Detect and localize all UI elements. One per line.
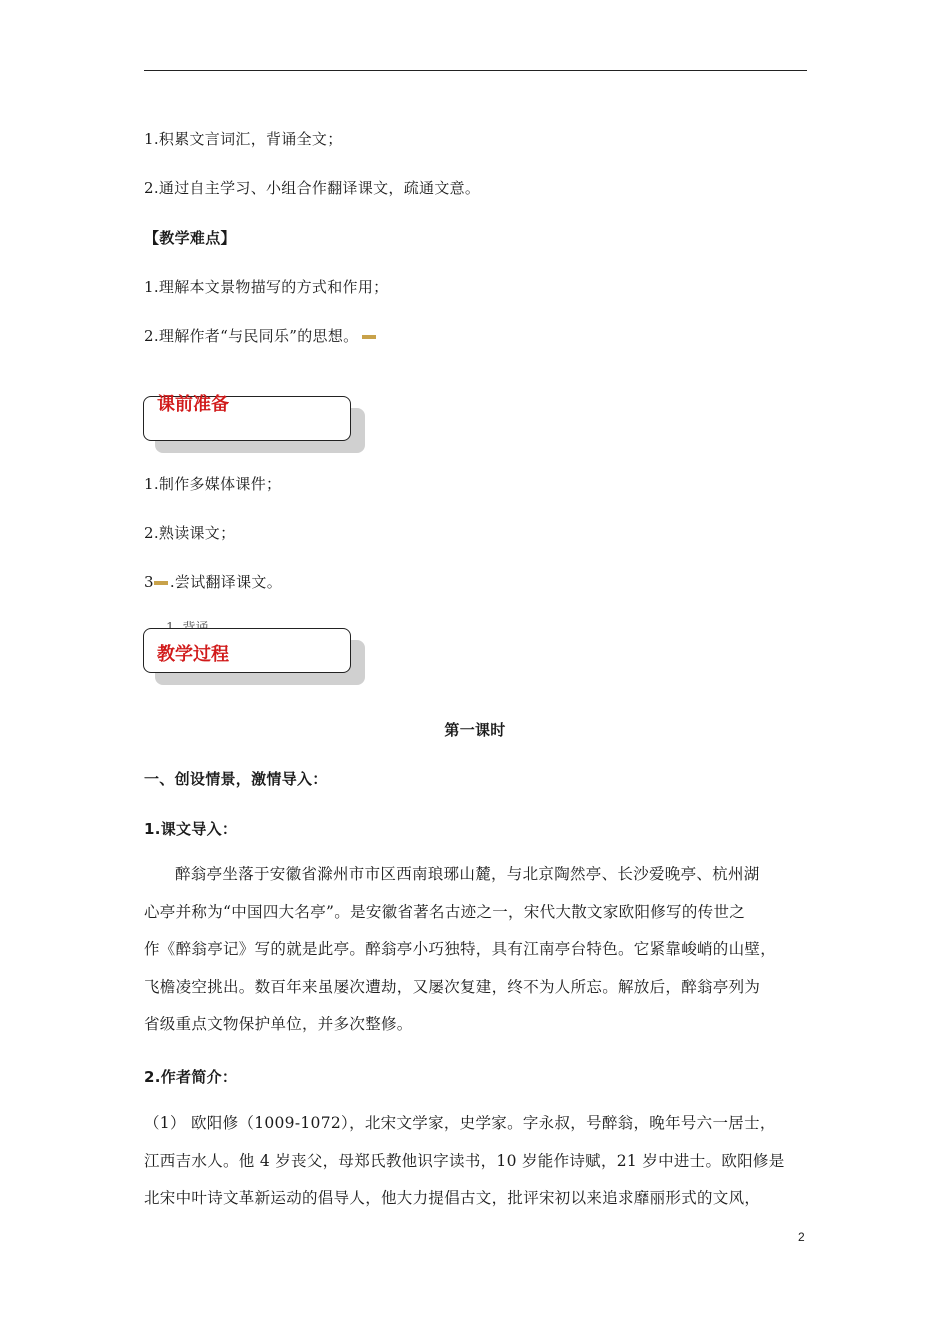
intro-paragraph: 醉翁亭坐落于安徽省滁州市市区西南琅琊山麓，与北京陶然亭、长沙爱晚亭、杭州湖 心亭并称为“中国四大名亭”。是安徽省著名古迹之一，宋代大散文家欧阳修写的传世之 作《醉翁亭记》写的就是此亭。醉翁亭小巧独特，具有江南亭台特色。它紧靠峻峭的山壁， 飞檐凌空挑出。数百年来虽屡次遭劫，又屡次复建，终不为人所忘。解放后，醉翁亭列为 省级重点文物保护单位，并多次整修。 [144,865,777,1033]
edit-mark [154,581,168,585]
edit-mark [362,335,376,339]
objective-2: 2.通过自主学习、小组合作翻译课文，疏通文意。 [144,179,481,197]
page-number: 2 [798,1230,805,1244]
author-heading: 2.作者简介： [144,1068,238,1086]
prep-item-3: 3 .尝试翻译课文。 [144,573,283,591]
prep-item-1: 1.制作多媒体课件； [144,475,282,493]
prep-item-2: 2.熟读课文； [144,524,236,542]
prep-title: 课前准备 [157,394,229,415]
difficulty-1: 1.理解本文景物描写的方式和作用； [144,278,389,296]
header-rule [144,70,807,71]
lesson-title: 第一课时 [444,721,506,739]
prep-box [143,396,365,456]
difficulty-heading: 【教学难点】 [144,229,236,247]
objective-1: 1.积累文言词汇，背诵全文； [144,130,343,148]
process-box [143,628,365,688]
process-title: 教学过程 [157,644,229,665]
intro-heading: 1.课文导入： [144,820,238,838]
section-heading: 一、创设情景，激情导入： [144,770,328,788]
difficulty-2: 2.理解作者“与民同乐”的思想。 [144,325,376,346]
author-paragraph: （1） 欧阳修（1009-1072），北宋文学家，史学家。字永叔，号醉翁，晚年号六一居士， 江西吉水人。他 4 岁丧父，母郑氏教他识字读书，10 岁能作诗赋，21 岁中进士。欧阳修是 北宋中叶诗文革新运动的倡导人，他大力提倡古文，批评宋初以来追求靡丽形式的文风， [144,1114,785,1207]
